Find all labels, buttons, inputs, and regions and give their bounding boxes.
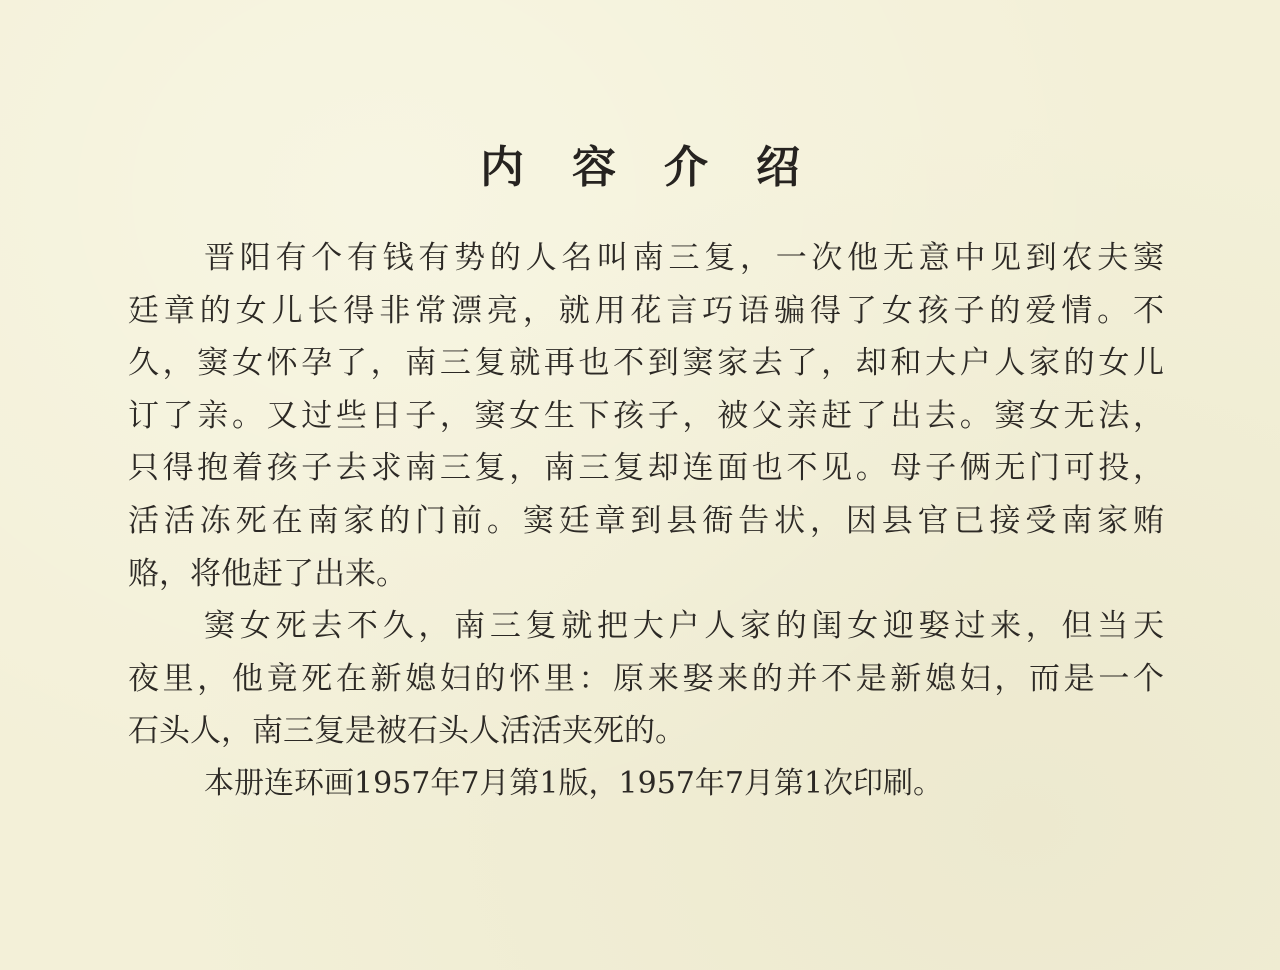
paragraph-2 <box>128 600 1164 758</box>
paragraph-1 <box>128 232 1164 600</box>
page-title: 内容介绍 <box>480 142 848 193</box>
synopsis-body <box>128 232 1164 811</box>
text-line: 久，窦女怀孕了，南三复就再也不到窦家去了，却和大户人家的女儿 <box>128 345 1164 382</box>
text-line: 晋阳有个有钱有势的人名叫南三复，一次他无意中见到农夫窦 <box>204 240 1164 276</box>
text-line: 窦女死去不久，南三复就把大户人家的闺女迎娶过来，但当天 <box>204 608 1164 645</box>
text-line: 只得抱着孩子去求南三复，南三复却连面也不见。母子俩无门可投， <box>128 450 1164 487</box>
text-line: 订了亲。又过些日子，窦女生下孩子，被父亲赶了出去。窦女无法， <box>128 397 1164 434</box>
text-line: 活活冻死在南家的门前。窦廷章到县衙告状，因县官已接受南家贿 <box>128 502 1164 539</box>
text-line: 赂，将他赶了出来。 <box>128 555 407 592</box>
publication-note: 本册连环画1957年7月第1版，1957年7月第1次印刷。 <box>204 765 944 801</box>
text-line: 夜里，他竟死在新媳妇的怀里：原来娶来的并不是新媳妇，而是一个 <box>128 660 1164 697</box>
text-line: 石头人，南三复是被石头人活活夹死的。 <box>128 713 686 750</box>
text-line: 廷章的女儿长得非常漂亮，就用花言巧语骗得了女孩子的爱情。不 <box>128 292 1164 329</box>
